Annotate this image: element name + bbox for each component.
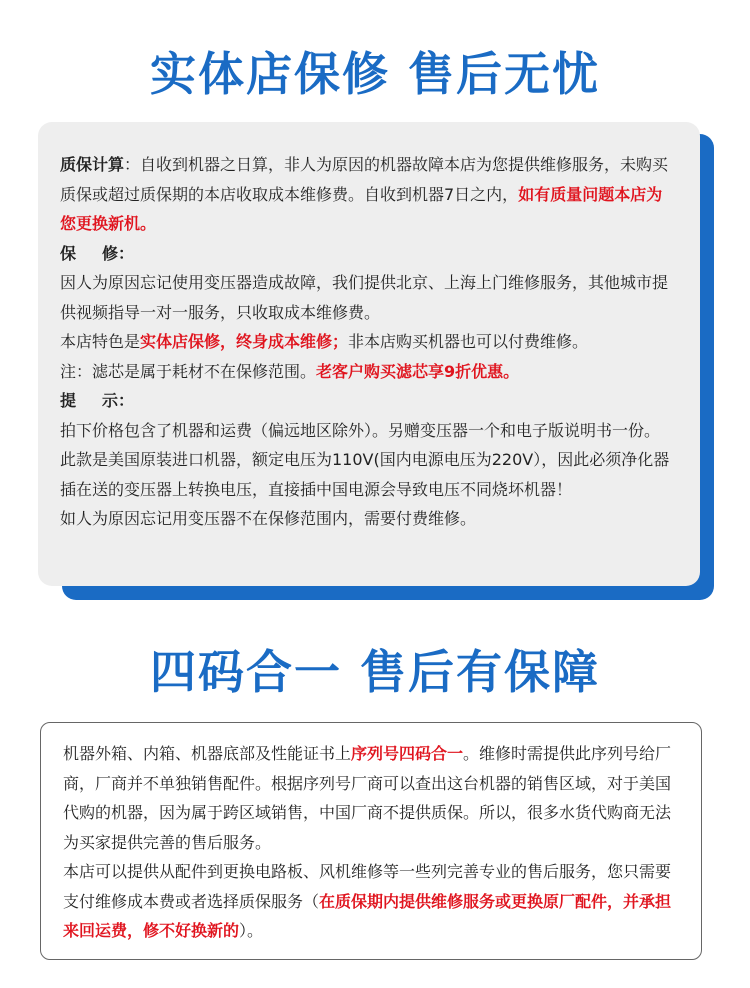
- repair-label: 保修：: [60, 243, 135, 263]
- warranty-calc-highlight: 如有质量问题本店为您更换新机。: [60, 184, 663, 233]
- after-sales-highlight: 在质保期内提供维修服务或更换原厂配件，并承担来回运费，修不好换新的: [63, 891, 672, 940]
- repair-text: 因人为原因忘记使用变压器造成故障，我们提供北京、上海上门维修服务，其他城市提供视频指导一对一服务，只收取成本维修费。: [60, 273, 669, 322]
- filter-discount-highlight: 老客户购买滤芯享9折优惠。: [316, 361, 520, 381]
- warranty-info-card: [38, 122, 700, 586]
- section-title-warranty: 实体店保修 售后无忧: [149, 47, 600, 101]
- serial-highlight: 序列号四码合一: [351, 744, 464, 763]
- warranty-calc-paragraph: [60, 150, 678, 239]
- tips-label: 提示：: [60, 391, 135, 410]
- serial-info-card: [40, 722, 702, 960]
- shop-feature-paragraph: 本店特色是实体店保修，终身成本维修；非本店购买机器也可以付费维修。: [60, 332, 589, 351]
- tips-line-transformer: 如人为原因忘记用变压器不在保修范围内，需要付费维修。: [60, 509, 477, 528]
- shop-feature-highlight: 实体店保修，终身成本维修；: [140, 332, 349, 351]
- tips-line-voltage: 此款是美国原装进口机器，额定电压为110V(国内电源电压为220V），因此必须净化器插在送的变压器上转换电压，直接插中国电源会导致电压不同烧坏机器！: [60, 450, 670, 499]
- serial-paragraph: 机器外箱、内箱、机器底部及性能证书上序列号四码合一。维修时需提供此序列号给厂商，厂商并不单独销售配件。根据序列号厂商可以查出这台机器的销售区域，对于美国代购的机器，因为属于跨区域销售，中国厂商不提供质保。所以，很多水货代购商无法为买家提供完善的售后服务。: [63, 744, 672, 852]
- after-sales-paragraph: 本店可以提供从配件到更换电路板、风机维修等一些列完善专业的售后服务，您只需要支付维修成本费或者选择质保服务（在质保期内提供维修服务或更换原厂配件，并承担来回运费，修不好换新的）。: [63, 862, 672, 940]
- tips-line-price: 拍下价格包含了机器和运费（偏远地区除外）。另赠变压器一个和电子版说明书一份。: [60, 420, 661, 440]
- warranty-calc-colon: ：: [124, 155, 141, 174]
- section-title-serial: 四码合一 售后有保障: [149, 645, 600, 699]
- warranty-calc-text: 自收到机器之日算，非人为原因的机器故障本店为您提供维修服务，未购买质保或超过质保期的本店收取成本维修费。自收到机器7日之内，: [60, 155, 669, 204]
- filter-note-paragraph: 注：滤芯是属于耗材不在保修范围。老客户购买滤芯享9折优惠。: [60, 361, 520, 381]
- warranty-calc-label: 质保计算: [60, 155, 125, 174]
